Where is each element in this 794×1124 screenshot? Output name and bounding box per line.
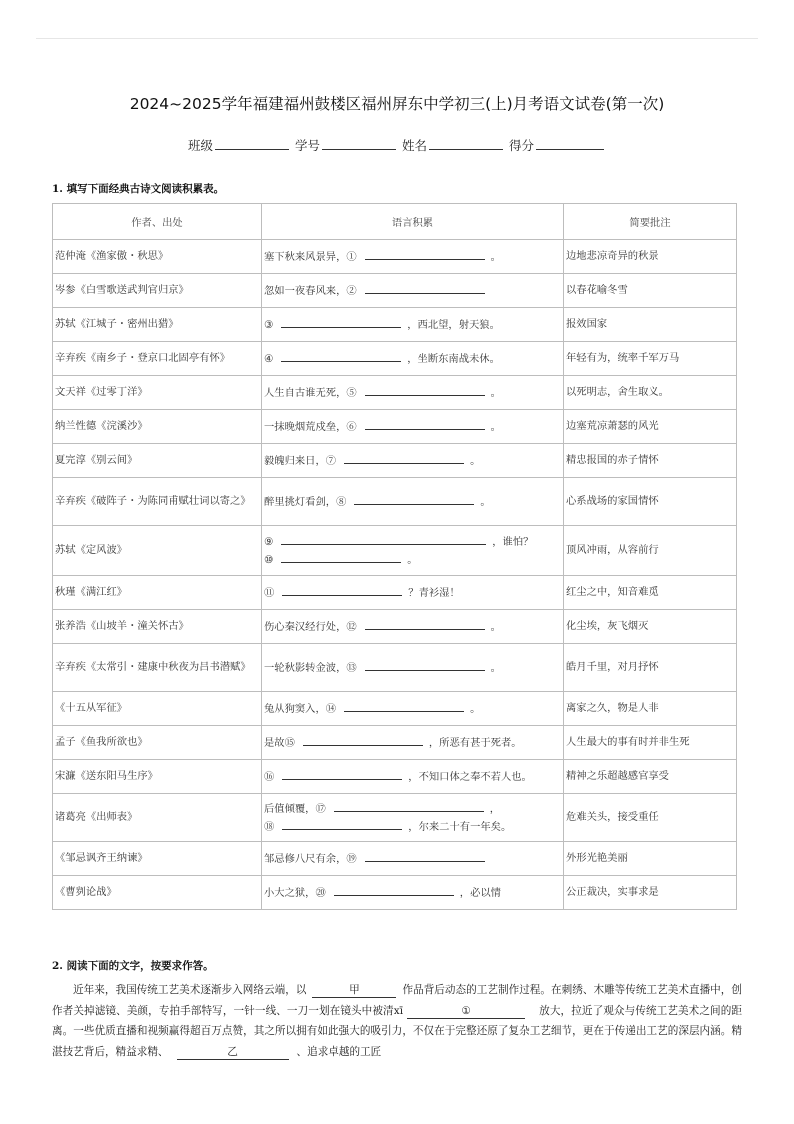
text-cell [262,240,564,274]
line-text: 忽如一夜春风来，② [264,284,357,297]
line-text: ⑨ [264,535,274,548]
table-row [53,376,737,410]
line-text: ？青衫湿！ [408,586,460,599]
passage-part-2: 作品背后动态的工艺制作过程。在刺绣、木雕等传统工艺美术直播中，创作者关掉滤镜、美颜，专拍手部特写，一针一线、一刀一划在镜头中被清xī [52,984,742,1017]
text-cell [262,274,564,308]
table-row [53,274,737,308]
author-cell: 辛弃疾《太常引・建康中秋夜为吕书潜赋》 [53,644,262,692]
name-field[interactable] [429,137,503,150]
answer-blank[interactable] [282,768,402,780]
line-text: ，所恶有甚于死者。 [428,736,522,749]
line-text: ⑱ [264,820,275,833]
author-cell: 纳兰性德《浣溪沙》 [53,410,262,444]
answer-blank[interactable] [303,734,423,746]
line-text: ，不知口体之奉不若人也。 [408,770,532,783]
name-label: 姓名 [401,138,427,153]
text-cell [262,876,564,910]
note-cell: 精神之乐超越感官享受 [564,760,737,794]
answer-blank[interactable] [281,533,486,545]
note-cell: 以春花喻冬雪 [564,274,737,308]
line-text: 后值倾覆，⑰ [264,802,326,815]
answer-blank[interactable] [365,418,485,430]
text-cell [262,410,564,444]
line-text: ，必以情 [459,886,501,899]
line-text: ⑪ [264,586,275,599]
author-cell: 宋濂《送东阳马生序》 [53,760,262,794]
line-text: 兔从狗窦入，⑭ [264,702,337,715]
answer-blank[interactable] [344,452,464,464]
author-cell: 范仲淹《渔家傲・秋思》 [53,240,262,274]
note-cell: 心系战场的家国情怀 [564,478,737,526]
text-cell [262,644,564,692]
note-cell: 年轻有为，统率千军万马 [564,342,737,376]
author-cell: 《曹刿论战》 [53,876,262,910]
number-field[interactable] [322,137,396,150]
note-cell: 边塞荒凉萧瑟的风光 [564,410,737,444]
passage-part-3: 放大，拉近了观众与传统工艺美术之间的距离。一些优质直播和视频赢得超百万点赞，其之所以拥有如此强大的吸引力，不仅在于完整还原了复杂工艺细节，更在于传递出工艺的深层内涵。精湛技艺背后，精益求精、 [52,1004,742,1058]
class-field[interactable] [215,137,289,150]
header-divider [36,38,758,39]
line-text: 一抹晚烟荒戍垒，⑥ [264,420,357,433]
line-text: 邹忌修八尺有余，⑲ [264,852,357,865]
table-row [53,478,737,526]
author-cell: 《邹忌讽齐王纳谏》 [53,842,262,876]
note-cell: 公正裁决，实事求是 [564,876,737,910]
blank-jia[interactable]: 甲 [312,983,396,998]
blank-1[interactable]: ① [407,1004,525,1019]
table-row [53,794,737,842]
table-row [53,240,737,274]
answer-blank[interactable] [282,584,402,596]
text-cell [262,526,564,576]
author-cell: 诸葛亮《出师表》 [53,794,262,842]
note-cell: 边地悲凉奇异的秋景 [564,240,737,274]
author-cell: 文天祥《过零丁洋》 [53,376,262,410]
page-title: 2024~2025学年福建福州鼓楼区福州屏东中学初三(上)月考语文试卷(第一次) [129,95,665,113]
table-row [53,726,737,760]
text-cell [262,478,564,526]
table-row [53,342,737,376]
text-cell [262,794,564,842]
answer-blank[interactable] [344,700,464,712]
line-text: ⑩ [264,553,274,566]
note-cell: 皓月千里，对月抒怀 [564,644,737,692]
table-row [53,842,737,876]
author-cell: 夏完淳《别云间》 [53,444,262,478]
line-text: ，谁怕？ [492,535,534,548]
author-cell: 苏轼《定风波》 [53,526,262,576]
line-text: 。 [470,702,481,715]
score-label: 得分 [508,138,534,153]
text-cell [262,342,564,376]
note-cell: 报效国家 [564,308,737,342]
table-row [53,444,737,478]
text-cell [262,376,564,410]
table-row [53,410,737,444]
author-cell: 辛弃疾《破阵子・为陈同甫赋壮词以寄之》 [53,478,262,526]
note-cell: 人生最大的事有时并非生死 [564,726,737,760]
note-cell: 危难关头，接受重任 [564,794,737,842]
table-header-row [53,204,737,240]
line-text: 。 [490,386,501,399]
answer-blank[interactable] [281,350,401,362]
line-text: 。 [480,495,491,508]
answer-blank[interactable] [365,850,485,862]
number-label: 学号 [294,138,320,153]
author-cell: 秋瑾《满江红》 [53,576,262,610]
author-cell: 《十五从军征》 [53,692,262,726]
answer-blank[interactable] [365,282,485,294]
text-cell [262,576,564,610]
table-row [53,308,737,342]
question-1-heading: 1. 填写下面经典古诗文阅读积累表。 [52,183,225,195]
table-row [53,526,737,576]
note-cell: 外形光艳美丽 [564,842,737,876]
answer-blank[interactable] [365,618,485,630]
line-text: ， [489,802,501,815]
answer-blank[interactable] [365,384,485,396]
text-cell [262,760,564,794]
note-cell: 化尘埃，灰飞烟灭 [564,610,737,644]
answer-blank[interactable] [365,248,485,260]
answer-blank[interactable] [354,493,474,505]
note-cell: 红尘之中，知音难觅 [564,576,737,610]
line-text: 。 [490,620,501,633]
answer-blank[interactable] [281,551,401,563]
note-cell: 以死明志，舍生取义。 [564,376,737,410]
answer-blank[interactable] [281,316,401,328]
author-cell: 苏轼《江城子・密州出猎》 [53,308,262,342]
answer-blank[interactable] [334,800,484,812]
passage-part-1: 近年来，我国传统工艺美术逐渐步入网络云端，以 [73,984,307,996]
author-cell: 岑参《白雪歌送武判官归京》 [53,274,262,308]
line-text: 是故⑮ [264,736,295,749]
table-row [53,610,737,644]
table-row [53,760,737,794]
text-cell [262,842,564,876]
score-field[interactable] [536,137,604,150]
table-row [53,692,737,726]
table-row [53,644,737,692]
line-text: 。 [490,250,501,263]
note-cell: 离家之久，物是人非 [564,692,737,726]
line-text: ，西北望，射天狼。 [407,318,500,331]
line-text: ④ [264,352,274,365]
author-cell: 孟子《鱼我所欲也》 [53,726,262,760]
class-label: 班级 [187,138,213,153]
note-cell: 顶风冲雨，从容前行 [564,526,737,576]
line-text: 。 [407,553,418,566]
passage-part-4: 、追求卓越的工匠 [296,1045,382,1058]
note-cell: 精忠报国的赤子情怀 [564,444,737,478]
header-note: 简要批注 [564,204,737,240]
text-cell [262,692,564,726]
author-cell: 张养浩《山坡羊・潼关怀古》 [53,610,262,644]
student-info-line [0,136,794,154]
line-text: 伤心秦汉经行处，⑫ [264,620,357,633]
line-text: ③ [264,318,274,331]
reading-passage [52,980,742,1062]
line-text: 。 [490,661,501,674]
header-text: 语言积累 [262,204,564,240]
blank-yi[interactable]: 乙 [177,1045,289,1060]
poetry-table [52,203,737,910]
table-row [53,876,737,910]
author-cell: 辛弃疾《南乡子・登京口北固亭有怀》 [53,342,262,376]
answer-blank[interactable] [365,659,485,671]
line-text: 毅魄归来日，⑦ [264,454,337,467]
line-text: 。 [470,454,481,467]
line-text: 塞下秋来风景异，① [264,250,357,263]
line-text: ⑯ [264,770,275,783]
answer-blank[interactable] [334,884,454,896]
question-2-heading: 2. 阅读下面的文字，按要求作答。 [52,960,214,972]
line-text: 。 [490,420,501,433]
line-text: ，尔来二十有一年矣。 [408,820,512,833]
text-cell [262,610,564,644]
table-row [53,576,737,610]
text-cell [262,308,564,342]
line-text: 小大之狱，⑳ [264,886,326,899]
line-text: ，坐断东南战未休。 [407,352,500,365]
line-text: 人生自古谁无死，⑤ [264,386,357,399]
text-cell [262,726,564,760]
answer-blank[interactable] [282,818,402,830]
line-text: 醉里挑灯看剑，⑧ [264,495,347,508]
header-author: 作者、出处 [53,204,262,240]
line-text: 一轮秋影转金波，⑬ [264,661,357,674]
text-cell [262,444,564,478]
